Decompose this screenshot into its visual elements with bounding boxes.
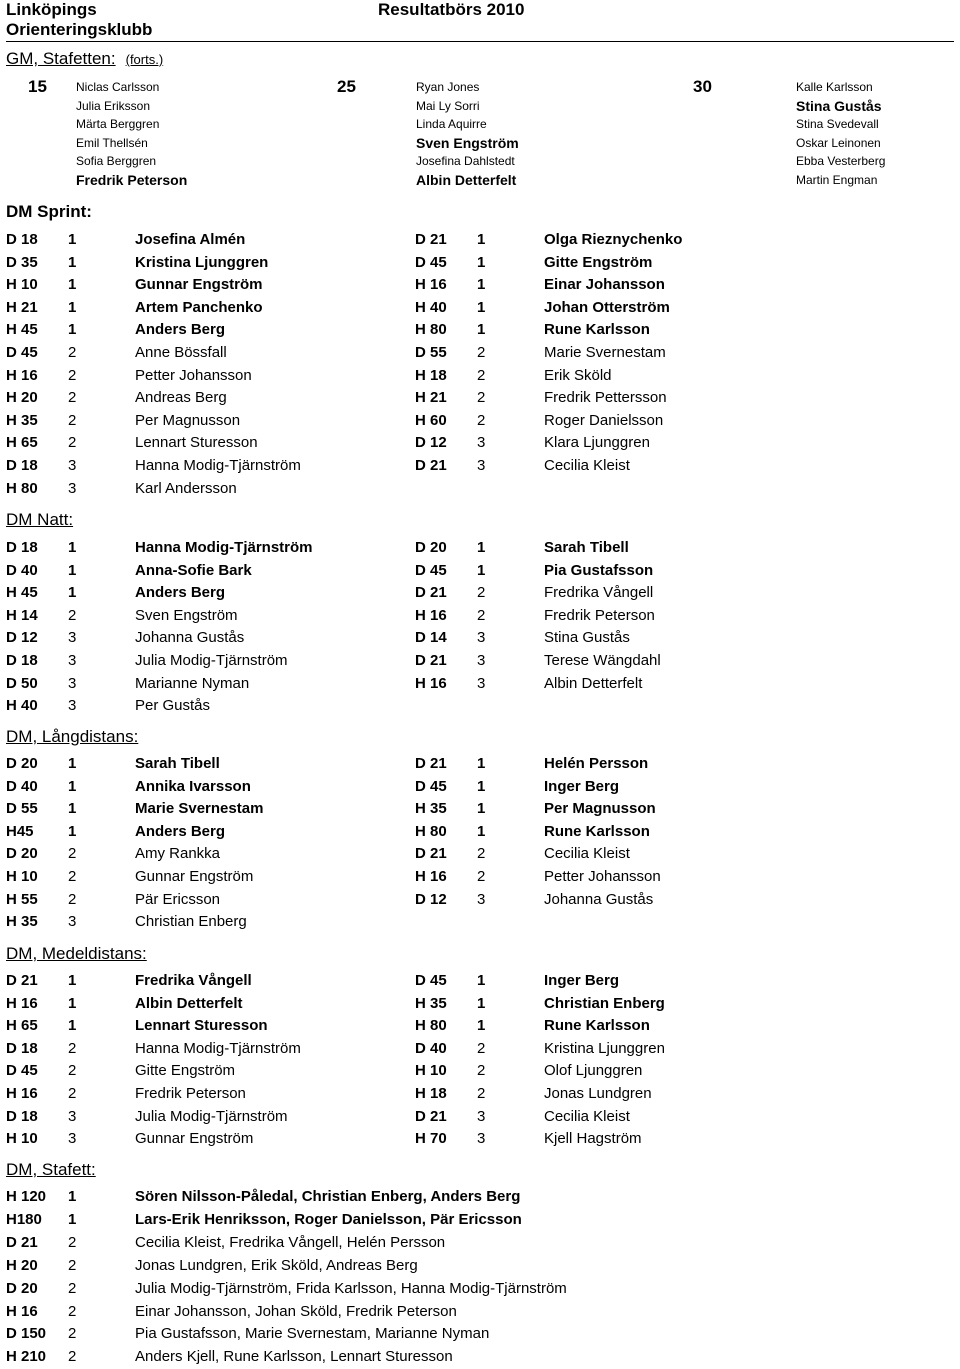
result-name: Fredrika Vångell [544,584,654,602]
result-class: D 20 [415,539,447,556]
result-place: 1 [68,539,77,556]
result-name: Kristina Ljunggren [544,1039,665,1057]
team-member: Linda Aquirre [416,117,487,132]
club-name [6,0,152,40]
result-name: Artem Panchenko [135,298,263,316]
team-member: Sofia Berggren [76,154,157,169]
result-name: Anders Berg [135,584,226,602]
club-name-line-1: Linköpings [6,0,97,19]
result-name: Hanna Modig-Tjärnström [135,457,301,474]
result-class: D 45 [6,344,38,361]
result-name: Hanna Modig-Tjärnström [135,1039,301,1057]
result-class: H 80 [6,479,38,497]
result-class: D 40 [6,777,38,795]
result-class: D 18 [6,231,38,248]
result-place: 3 [477,1107,486,1125]
result-name: Stina Gustås [544,629,630,647]
team-member: Märta Berggren [76,117,160,132]
result-class: D 40 [6,561,38,579]
team-member: Ebba Vesterberg [796,154,886,169]
result-place: 1 [477,994,486,1012]
result-name: Jonas Lundgren [544,1085,652,1102]
result-name: Albin Detterfelt [544,674,643,692]
result-place: 1 [68,777,77,795]
result-place: 2 [68,1256,77,1274]
result-place: 1 [477,253,486,271]
result-class: H 65 [6,1017,38,1035]
result-class: H45 [6,822,34,840]
gm-section-title [6,48,163,71]
result-class: D 21 [415,457,447,474]
result-name: Fredrik Peterson [544,606,655,624]
result-place: 1 [68,994,77,1012]
result-place: 2 [68,1325,77,1343]
result-place: 2 [477,845,486,863]
result-place: 2 [477,1085,486,1102]
result-place: 1 [68,755,77,772]
result-place: 1 [68,276,77,294]
result-name: Petter Johansson [135,366,252,384]
section-title: DM, Stafett: [6,1160,96,1179]
result-name: Lennart Sturesson [135,1017,268,1035]
result-class: D 21 [415,584,447,602]
result-place: 2 [68,344,77,361]
result-class: H 35 [6,913,38,931]
result-name: Christian Enberg [135,913,247,931]
result-name: Einar Johansson [544,276,665,294]
result-name: Roger Danielsson [544,411,664,429]
result-place: 1 [68,253,77,271]
result-name: Gunnar Engström [135,1130,254,1148]
result-name: Josefina Almén [135,231,246,248]
club-name-line-2: Orienteringsklubb [6,20,153,39]
result-class: H 65 [6,434,38,452]
team-member-list [76,78,187,190]
team-member: Emil Thellsén [76,135,148,150]
result-class: H 21 [6,298,38,316]
result-name: Kjell Hagström [544,1130,642,1148]
result-place: 2 [68,434,77,452]
result-place: 1 [477,298,486,316]
result-name: Kristina Ljunggren [135,253,269,271]
result-name: Anne Bössfall [135,344,227,361]
result-class: D 21 [415,1107,447,1125]
result-class: H180 [6,1210,42,1228]
result-class: H 18 [415,366,447,384]
result-class: H 80 [415,321,447,339]
result-class: H 10 [6,1130,38,1148]
result-name: Pia Gustafsson, Marie Svernestam, Marianne Nyman [135,1325,490,1343]
result-place: 2 [68,366,77,384]
section-title: DM, Långdistans: [6,727,139,746]
result-class: D 18 [6,1107,38,1125]
result-class: H 10 [6,276,38,294]
result-class: H 10 [6,868,38,885]
result-place: 1 [477,231,486,248]
result-place: 1 [477,800,486,818]
result-place: 1 [68,972,77,989]
document-title: Resultatbörs 2010 [378,0,525,19]
result-class: H 40 [6,697,38,715]
team-number: 30 [693,77,712,96]
result-class: D 50 [6,674,38,692]
result-name: Julia Modig-Tjärnström, Frida Karlsson, Hanna Modig-Tjärnström [135,1279,567,1297]
result-place: 3 [477,674,486,692]
result-place: 3 [68,697,77,715]
result-name: Cecilia Kleist [544,457,630,474]
result-place: 2 [68,1279,77,1297]
result-name: Marie Svernestam [544,344,666,361]
result-place: 1 [477,539,486,556]
result-place: 2 [477,584,486,602]
result-class: H 210 [6,1348,47,1366]
result-name: Johanna Gustås [135,629,245,647]
result-name: Anders Berg [135,822,226,840]
result-place: 1 [68,298,77,316]
result-place: 3 [68,629,77,647]
result-class: H 16 [415,868,447,885]
result-class: H 40 [415,298,447,316]
result-place: 2 [477,1039,486,1057]
section-title: DM Sprint: [6,202,92,221]
result-class: D 21 [6,1233,38,1251]
team-member-list [796,78,885,190]
result-class: D 45 [415,777,447,795]
team-member: Sven Engström [416,134,519,151]
result-place: 3 [477,434,486,452]
result-place: 3 [68,1130,77,1148]
result-name: Per Magnusson [135,411,241,429]
team-member-list [416,78,519,190]
result-place: 2 [477,606,486,624]
result-class: H 60 [415,411,447,429]
result-name: Cecilia Kleist [544,1107,630,1125]
result-place: 2 [68,606,77,624]
result-place: 3 [477,629,486,647]
result-name: Petter Johansson [544,868,661,885]
result-place: 3 [477,890,486,908]
result-place: 1 [68,231,77,248]
result-class: H 16 [415,276,447,294]
result-place: 3 [68,479,77,497]
result-name: Fredrika Vångell [135,972,252,989]
result-place: 2 [68,890,77,908]
team-number: 15 [28,77,47,96]
result-class: D 12 [6,629,38,647]
result-class: D 45 [415,253,447,271]
result-place: 1 [68,584,77,602]
result-name: Cecilia Kleist, Fredrika Vångell, Helén Persson [135,1233,446,1251]
result-name: Lars-Erik Henriksson, Roger Danielsson, Pär Ericsson [135,1210,522,1228]
gm-title-note: (forts.) [125,52,164,67]
result-class: H 45 [6,584,38,602]
result-class: H 20 [6,1256,38,1274]
header-divider [6,41,954,42]
result-class: H 55 [6,890,38,908]
result-class: D 21 [415,231,447,248]
result-name: Sarah Tibell [544,539,629,556]
result-place: 3 [68,674,77,692]
result-place: 1 [68,321,77,339]
result-class: H 80 [415,1017,447,1035]
result-class: H 35 [6,411,38,429]
result-class: H 18 [415,1085,447,1102]
result-place: 2 [68,1348,77,1366]
result-name: Christian Enberg [544,994,665,1012]
team-member: Oskar Leinonen [796,135,881,150]
result-name: Rune Karlsson [544,321,650,339]
result-class: H 35 [415,994,447,1012]
result-name: Hanna Modig-Tjärnström [135,539,313,556]
result-place: 2 [68,389,77,407]
result-name: Julia Modig-Tjärnström [135,652,288,669]
result-name: Annika Ivarsson [135,777,251,795]
result-class: D 40 [415,1039,447,1057]
result-class: D 21 [415,652,447,669]
result-place: 2 [68,1062,77,1080]
result-name: Gitte Engström [544,253,653,271]
result-place: 2 [477,389,486,407]
result-place: 2 [477,1062,486,1080]
team-member: Martin Engman [796,172,878,187]
result-place: 1 [477,822,486,840]
result-name: Anders Kjell, Rune Karlsson, Lennart Sturesson [135,1348,453,1366]
result-place: 2 [477,411,486,429]
result-name: Olof Ljunggren [544,1062,643,1080]
result-name: Pär Ericsson [135,890,221,908]
result-place: 3 [68,913,77,931]
result-place: 2 [68,411,77,429]
result-class: H 21 [415,389,447,407]
result-class: D 45 [415,561,447,579]
team-member: Niclas Carlsson [76,80,160,94]
result-name: Marianne Nyman [135,674,250,692]
result-class: H 80 [415,822,447,840]
result-name: Helén Persson [544,755,649,772]
result-name: Sören Nilsson-Påledal, Christian Enberg, Anders Berg [135,1188,521,1205]
result-class: D 12 [415,890,447,908]
result-place: 2 [477,366,486,384]
team-member: Fredrik Peterson [76,171,188,188]
result-place: 3 [477,1130,486,1148]
result-place: 1 [68,800,77,818]
result-place: 2 [68,845,77,863]
result-class: H 14 [6,606,38,624]
result-place: 2 [477,344,486,361]
result-class: D 21 [415,845,447,863]
result-name: Johan Otterström [544,298,670,316]
team-member: Stina Gustås [796,97,882,114]
result-place: 3 [68,457,77,474]
result-class: D 20 [6,755,38,772]
result-class: H 16 [6,366,38,384]
team-member: Mai Ly Sorri [416,98,480,113]
result-name: Fredrik Peterson [135,1085,246,1102]
result-class: D 150 [6,1325,47,1343]
result-class: H 70 [415,1130,447,1148]
result-class: D 20 [6,845,38,863]
result-name: Einar Johansson, Johan Sköld, Fredrik Peterson [135,1302,457,1320]
result-place: 2 [68,1039,77,1057]
result-class: D 45 [415,972,447,989]
team-member: Julia Eriksson [76,98,151,113]
team-member: Stina Svedevall [796,117,879,132]
result-place: 1 [68,822,77,840]
result-name: Terese Wängdahl [544,652,661,669]
result-place: 1 [477,972,486,989]
result-place: 2 [68,1233,77,1251]
result-place: 1 [68,1210,77,1228]
gm-title-text: GM, Stafetten: [6,49,116,68]
team-member: Ryan Jones [416,80,480,94]
result-place: 1 [477,276,486,294]
result-name: Per Gustås [135,697,211,715]
result-name: Lennart Sturesson [135,434,258,452]
result-class: D 12 [415,434,447,452]
result-name: Amy Rankka [135,845,221,863]
result-name: Gitte Engström [135,1062,236,1080]
result-name: Karl Andersson [135,479,237,497]
result-name: Rune Karlsson [544,822,650,840]
result-class: D 18 [6,1039,38,1057]
result-name: Marie Svernestam [135,800,264,818]
result-class: D 21 [415,755,447,772]
result-name: Julia Modig-Tjärnström [135,1107,288,1125]
result-class: H 16 [6,1085,38,1102]
result-class: H 45 [6,321,38,339]
result-place: 2 [477,868,486,885]
result-place: 1 [477,561,486,579]
result-place: 3 [68,652,77,669]
result-place: 2 [68,868,77,885]
result-name: Fredrik Pettersson [544,389,667,407]
team-number: 25 [337,77,356,96]
result-name: Jonas Lundgren, Erik Sköld, Andreas Berg [135,1256,418,1274]
result-place: 1 [477,1017,486,1035]
result-class: H 16 [6,1302,38,1320]
result-place: 1 [477,777,486,795]
result-class: D 18 [6,457,38,474]
team-member: Albin Detterfelt [416,171,517,188]
result-place: 3 [68,1107,77,1125]
result-name: Klara Ljunggren [544,434,650,452]
result-place: 1 [477,755,486,772]
result-name: Anna-Sofie Bark [135,561,252,579]
section-title: DM, Medeldistans: [6,944,147,963]
team-member: Kalle Karlsson [796,80,873,94]
result-class: H 10 [415,1062,447,1080]
result-class: H 120 [6,1188,47,1205]
result-name: Cecilia Kleist [544,845,630,863]
result-class: H 16 [415,606,447,624]
result-place: 2 [68,1302,77,1320]
result-class: H 16 [415,674,447,692]
result-place: 1 [68,1017,77,1035]
result-name: Rune Karlsson [544,1017,650,1035]
result-class: H 20 [6,389,38,407]
result-name: Albin Detterfelt [135,994,243,1012]
result-place: 1 [68,1188,77,1205]
result-class: D 55 [415,344,447,361]
result-name: Inger Berg [544,777,620,795]
result-name: Gunnar Engström [135,276,263,294]
result-place: 1 [68,561,77,579]
result-name: Anders Berg [135,321,226,339]
result-place: 1 [477,321,486,339]
result-class: D 20 [6,1279,38,1297]
result-class: H 16 [6,994,38,1012]
result-name: Per Magnusson [544,800,656,818]
result-place: 3 [477,457,486,474]
result-name: Johanna Gustås [544,890,654,908]
result-name: Gunnar Engström [135,868,254,885]
result-name: Andreas Berg [135,389,227,407]
result-class: D 14 [415,629,447,647]
result-place: 2 [68,1085,77,1102]
result-name: Pia Gustafsson [544,561,654,579]
result-class: D 45 [6,1062,38,1080]
result-class: D 18 [6,652,38,669]
result-place: 3 [477,652,486,669]
team-member: Josefina Dahlstedt [416,154,515,169]
result-class: D 18 [6,539,38,556]
section-title: DM Natt: [6,510,74,529]
result-class: D 55 [6,800,38,818]
result-class: D 21 [6,972,38,989]
result-class: H 35 [415,800,447,818]
result-name: Sven Engström [135,606,238,624]
result-name: Olga Rieznychenko [544,231,683,248]
result-class: D 35 [6,253,38,271]
result-name: Erik Sköld [544,366,612,384]
result-name: Inger Berg [544,972,620,989]
result-name: Sarah Tibell [135,755,220,772]
